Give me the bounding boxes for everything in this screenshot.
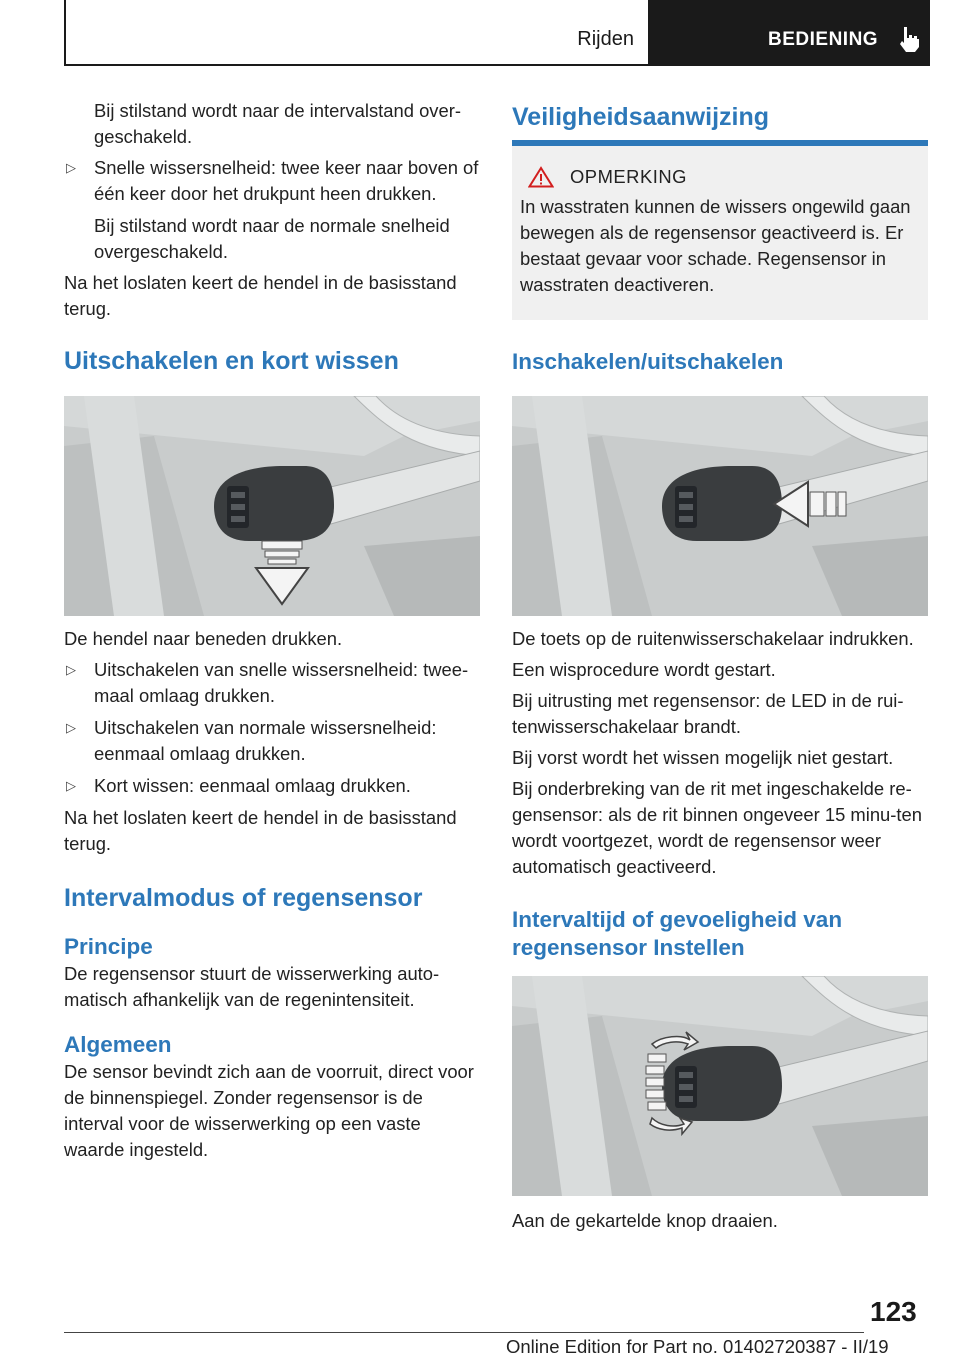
paragraph-turn-knob: Aan de gekartelde knop draaien. xyxy=(512,1210,778,1231)
list-item xyxy=(64,657,480,709)
paragraph-press-button: De toets op de ruitenwisserschakelaar indrukken. xyxy=(512,628,914,649)
paragraph-principle: De regensensor stuurt de wisserwerking auto-matisch afhankelijk van de regenintensiteit. xyxy=(64,963,440,1010)
bullet-list-switch-off xyxy=(64,657,480,799)
bullet-triangle-icon: ▷ xyxy=(66,778,76,793)
hand-pointing-icon xyxy=(896,25,922,53)
paragraph-frost: Bij vorst wordt het wissen mogelijk niet gestart. xyxy=(512,747,894,768)
list-item-text: Snelle wissersnelheid: twee keer naar boven of één keer door het drukpunt heen drukken. xyxy=(94,157,479,204)
paragraph-led-lit: Bij uitrusting met regensensor: de LED in de rui-tenwisserschakelaar brandt. xyxy=(512,690,904,737)
list-item xyxy=(64,715,480,767)
bullet-triangle-icon: ▷ xyxy=(66,720,76,735)
heading-on-off: Inschakelen/uitschakelen xyxy=(512,349,784,374)
bullet-triangle-icon: ▷ xyxy=(66,160,76,175)
header-chapter-tab xyxy=(650,0,930,66)
paragraph-lever-down: De hendel naar beneden drukken. xyxy=(64,628,343,649)
paragraph-normal-speed: Bij stilstand wordt naar de normale snelheid overgeschakeld. xyxy=(94,215,450,262)
figure-knurled-knob xyxy=(512,976,928,1196)
paragraph-general: De sensor bevindt zich aan de voorruit, direct voor de binnenspiegel. Zonder regensensor is de interval voor de wisserwerking op een vaste waarde ingesteld. xyxy=(64,1061,474,1160)
figure-wiper-button xyxy=(512,396,928,616)
page-number: 123 xyxy=(870,1296,917,1327)
paragraph-release: Na het loslaten keert de hendel in de basisstand terug. xyxy=(64,272,457,319)
heading-sensitivity: Intervaltijd of gevoeligheid van regensensor Instellen xyxy=(512,907,843,960)
heading-safety: Veiligheidsaanwijzing xyxy=(512,103,770,131)
warning-triangle-icon xyxy=(528,166,554,188)
subheading-general: Algemeen xyxy=(64,1032,172,1057)
list-item xyxy=(64,155,480,207)
list-item-text: Uitschakelen van normale wissersnelheid: eenmaal omlaag drukken. xyxy=(94,717,437,764)
paragraph-interval-switch: Bij stilstand wordt naar de intervalstand over-geschakeld. xyxy=(94,100,461,147)
bullet-triangle-icon: ▷ xyxy=(66,662,76,677)
list-item-text: Uitschakelen van snelle wissersnelheid: twee-maal omlaag drukken. xyxy=(94,659,469,706)
paragraph-release-2: Na het loslaten keert de hendel in de basisstand terug. xyxy=(64,807,457,854)
warning-label: OPMERKING xyxy=(570,166,687,187)
paragraph-wipe-started: Een wisprocedure wordt gestart. xyxy=(512,659,776,680)
warning-text: In wasstraten kunnen de wissers ongewild gaan bewegen als de regensensor geactiveerd is. Er bestaat gevaar voor schade. Regensensor in wasstraten deactiveren. xyxy=(520,196,911,295)
footer-edition: Online Edition for Part no. 01402720387 - II/19 xyxy=(506,1336,889,1357)
header-chapter-label: BEDIENING xyxy=(768,29,879,50)
list-item xyxy=(64,773,480,799)
header-section-tab xyxy=(64,0,650,66)
subheading-principle: Principe xyxy=(64,934,153,959)
figure-lever-down xyxy=(64,396,480,616)
footer-divider xyxy=(64,1332,864,1333)
list-item-text: Kort wissen: eenmaal omlaag drukken. xyxy=(94,775,411,796)
paragraph-reactivation: Bij onderbreking van de rit met ingeschakelde re-gensensor: als de rit binnen ongeveer 15 minu-ten wordt voortgezet, wordt de regensensor weer automatisch geactiveerd. xyxy=(512,778,922,877)
right-column xyxy=(512,102,928,1234)
heading-interval-mode: Intervalmodus of regensensor xyxy=(64,884,423,912)
bullet-list-speed xyxy=(64,155,480,207)
left-column xyxy=(64,98,480,1163)
warning-box xyxy=(512,140,928,320)
heading-switch-off: Uitschakelen en kort wissen xyxy=(64,347,399,375)
header-section-label: Rijden xyxy=(577,28,634,50)
